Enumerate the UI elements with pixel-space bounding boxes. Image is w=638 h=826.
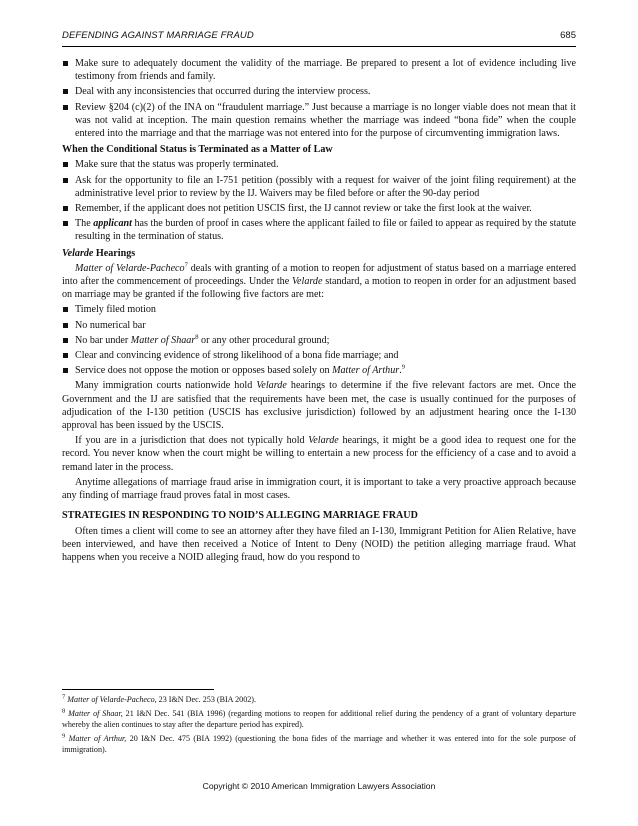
list-item: No bar under Matter of Shaar$^8$ or any other procedural ground; — [62, 334, 576, 347]
bullet-square-icon — [63, 61, 68, 66]
footnote-rule — [62, 689, 214, 690]
paragraph: Matter of Velarde-Pacheco$^7$ deals with granting of a motion to reopen for adjustment of status based on a marriage entered into after the commencement of proceedings. Under the Velarde standard, a motion to reopen in order for an adjustment based on marriage may be granted if the following five factors are met: — [62, 261, 577, 301]
list-item: Review §204 (c)(2) of the INA on “fraudulent marriage.” Just because a marriage is no longer viable does not mean that it was not valid at inception. The main question remains whether the marriage was indeed “bona fide” when the couple entered into the marriage and that the marriage was not entered into for the purpose of circumventing immigration laws. — [62, 101, 576, 141]
list-item: No numerical bar — [62, 319, 576, 332]
footnote: $^8$ Matter of Shaar, 21 I&N Dec. 541 (BIA 1996) (regarding motions to reopen for additional relief during the pendency of a grant of voluntary departure whereby the alien continues to stay after the departure period has expired). — [62, 707, 576, 729]
bullet-square-icon — [63, 105, 68, 110]
bullet-square-icon — [63, 162, 68, 167]
running-header — [62, 30, 576, 46]
bullet-square-icon — [63, 368, 68, 373]
list-item: Timely filed motion — [62, 303, 576, 316]
paragraph: Many immigration courts nationwide hold Velarde hearings to determine if the five relevant factors are met. Once the Government and the IJ are satisfied that the requirements have been met, the case is usually continued for the purposes of adjudication of the I-130 petition (USCIS has exclusive jurisdiction) followed by an adjustment hearing once the I-130 approval has been issued by the USCIS. — [62, 380, 576, 432]
list-item: Remember, if the applicant does not petition USCIS first, the IJ cannot review or take the first look at the waiver. — [62, 202, 576, 215]
section-heading: Velarde Hearings — [62, 247, 136, 259]
page-number: 685 — [560, 30, 576, 41]
footnote: $^7$ Matter of Velarde-Pacheco, 23 I&N Dec. 253 (BIA 2002). — [62, 693, 257, 704]
bullet-square-icon — [63, 89, 68, 94]
header-title: DEFENDING AGAINST MARRIAGE FRAUD — [62, 30, 254, 41]
body-text — [62, 57, 576, 566]
bullet-square-icon — [63, 221, 68, 226]
paragraph: Anytime allegations of marriage fraud arise in immigration court, it is important to take a very proactive approach because any finding of marriage fraud proves fatal in most cases. — [62, 476, 576, 502]
bullet-square-icon — [63, 353, 68, 358]
paragraph: Often times a client will come to see an attorney after they have filed an I-130, Immigrant Petition for Alien Relative, have been interviewed, and have then received a Notice of Intent to Deny (NOID) the petition alleging marriage fraud. What happens when you receive a NOID alleging fraud, how do you respond to — [62, 525, 576, 563]
header-rule — [62, 46, 576, 47]
list-item: Clear and convincing evidence of strong likelihood of a bona fide marriage; and — [62, 349, 576, 362]
bullet-square-icon — [63, 178, 68, 183]
footnote-ref: 8 — [195, 333, 199, 341]
footnote-ref: 7 — [184, 261, 188, 269]
bullet-square-icon — [63, 338, 68, 343]
list-item: Deal with any inconsistencies that occurred during the interview process. — [62, 85, 576, 98]
copyright-footer: Copyright © 2010 American Immigration Lawyers Association — [202, 781, 436, 791]
bullet-square-icon — [63, 307, 68, 312]
bullet-square-icon — [63, 206, 68, 211]
list-item: Service does not oppose the motion or opposes based solely on Matter of Arthur.$^9$ — [62, 364, 576, 377]
list-item: The applicant has the burden of proof in cases where the applicant failed to file or failed to appear as required by the statute resulting in the termination of status. — [62, 217, 576, 243]
footnotes — [62, 694, 576, 758]
footnote: $^9$ Matter of Arthur, 20 I&N Dec. 475 (BIA 1992) (questioning the bona fides of the marriage and whether it was entered into for the sole purpose of immigration). — [62, 732, 576, 754]
bullet-square-icon — [63, 323, 68, 328]
footnote-ref: 9 — [401, 363, 405, 371]
section-heading: STRATEGIES IN RESPONDING TO NOID’S ALLEGING MARRIAGE FRAUD — [62, 510, 418, 522]
list-item: Make sure to adequately document the validity of the marriage. Be prepared to present a lot of evidence including live testimony from friends and family. — [62, 57, 576, 83]
list-item: Ask for the opportunity to file an I-751 petition (possibly with a request for waiver of the joint filing requirement) at the administrative level prior to review by the IJ. Waivers may be filed before or after the 90-day period — [62, 174, 576, 200]
section-heading: When the Conditional Status is Terminated as a Matter of Law — [62, 144, 333, 156]
list-item: Make sure that the status was properly terminated. — [62, 158, 576, 171]
paragraph: If you are in a jurisdiction that does not typically hold Velarde hearings, it might be a good idea to request one for the record. You never know when the court might be willing to entertain a new process for the efficiency of a case and to avoid a remand later in the process. — [62, 435, 576, 473]
